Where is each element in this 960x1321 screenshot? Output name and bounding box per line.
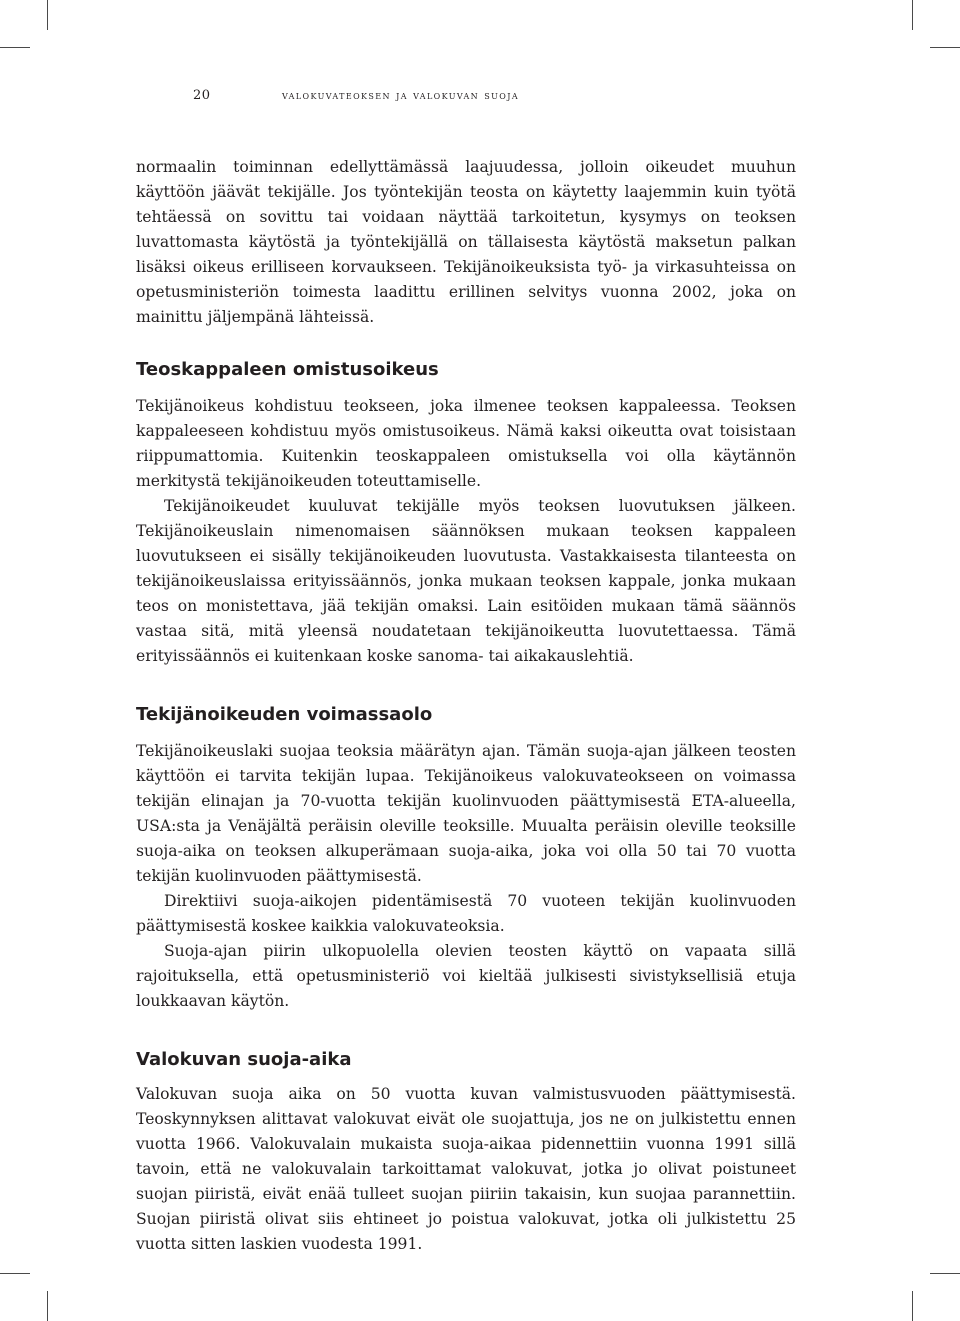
- crop-mark: [912, 0, 913, 30]
- paragraph: Suoja-ajan piirin ulkopuolella olevien teosten käyttö on vapaata sillä rajoituksella, että opetusministeriö voi kieltää julkisesti sivistyksellisiä etuja loukkaavan käytön.: [136, 942, 796, 1010]
- crop-mark: [912, 1291, 913, 1321]
- body-text: [136, 155, 796, 1257]
- crop-mark: [930, 1273, 960, 1274]
- paragraph: Tekijänoikeudet kuuluvat tekijälle myös teoksen luovutuksen jälkeen. Tekijänoikeuslain nimenomaisen säännöksen mukaan teoksen kappaleen luovutukseen ei sisälly tekijänoikeuden luovutusta. Vastakkaisesta tilanteesta on tekijänoikeuslaissa erityissäännös, jonka mukaan teoksen kappale, jonka mukaan teos on monistettava, jää tekijän omaksi. Lain esitöiden mukaan tämä säännös vastaa sitä, mitä yleensä noudatetaan tekijänoikeutta luovutettaessa. Tämä erityissäännös ei kuitenkaan koske sanoma- tai aikakauslehtiä.: [136, 497, 796, 665]
- crop-mark: [47, 1291, 48, 1321]
- crop-mark: [0, 1273, 30, 1274]
- section-heading: Tekijänoikeuden voimassaolo: [136, 704, 433, 725]
- paragraph: Tekijänoikeus kohdistuu teokseen, joka ilmenee teoksen kappaleessa. Teoksen kappaleeseen kohdistuu myös omistusoikeus. Nämä kaksi oikeutta ovat toisistaan riippumattomia. Kuitenkin teoskappaleen omistuksella voi olla käytännön merkitystä tekijänoikeuden toteuttamiselle.: [136, 397, 796, 490]
- section-heading: Valokuvan suoja-aika: [136, 1049, 352, 1070]
- paragraph: Tekijänoikeuslaki suojaa teoksia määrätyn ajan. Tämän suoja-ajan jälkeen teosten käyttöön ei tarvita tekijän lupaa. Tekijänoikeus valokuvateokseen on voimassa tekijän elinajan ja 70-vuotta tekijän kuolinvuoden päättymisestä ETA-alueella, USA:sta ja Venäjältä peräisin oleville teoksille. Muualta peräisin oleville teoksille suoja-aika on teoksen alkuperämaan suoja-aika, joka voi olla 50 tai 70 vuotta tekijän kuolinvuoden päättymisestä.: [136, 742, 796, 885]
- crop-mark: [47, 0, 48, 30]
- running-head: valokuvateoksen ja valokuvan suoja: [282, 88, 520, 102]
- crop-mark: [0, 47, 30, 48]
- paragraph: normaalin toiminnan edellyttämässä laajuudessa, jolloin oikeudet muuhun käyttöön jäävät tekijälle. Jos työntekijän teosta on käytetty laajemmin kuin työtä tehtäessä on sovittu tai voidaan näyttää tarkoitetun, kysymys on teoksen luvattomasta käytöstä ja työntekijällä on tällaisesta käytöstä maksetun palkan lisäksi oikeus erilliseen korvaukseen. Tekijänoikeuksista työ- ja virkasuhteissa on opetusministeriön toimesta laadittu erillinen selvitys vuonna 2002, joka on mainittu jäljempänä lähteissä.: [136, 158, 796, 326]
- paragraph: Valokuvan suoja aika on 50 vuotta kuvan valmistusvuoden päättymisestä. Teoskynnyksen alittavat valokuvat eivät ole suojattuja, jos ne on julkistettu ennen vuotta 1966. Valokuvalain mukaista suoja-aikaa pidennettiin vuonna 1991 sillä tavoin, että ne valokuvalain tarkoittamat valokuvat, jotka jo olivat poistuneet suojan piiristä, eivät enää tulleet suojan piiriin takaisin, kun suojaa parannettiin. Suojan piiristä olivat siis ehtineet jo poistua valokuvat, jotka oli julkistettu 25 vuotta sitten laskien vuodesta 1991.: [136, 1085, 796, 1253]
- section-heading: Teoskappaleen omistusoikeus: [136, 359, 439, 380]
- page-number: 20: [193, 88, 211, 103]
- crop-mark: [930, 47, 960, 48]
- paragraph: Direktiivi suoja-aikojen pidentämisestä 70 vuoteen tekijän kuolinvuoden päättymisestä koskee kaikkia valokuvateoksia.: [136, 892, 796, 935]
